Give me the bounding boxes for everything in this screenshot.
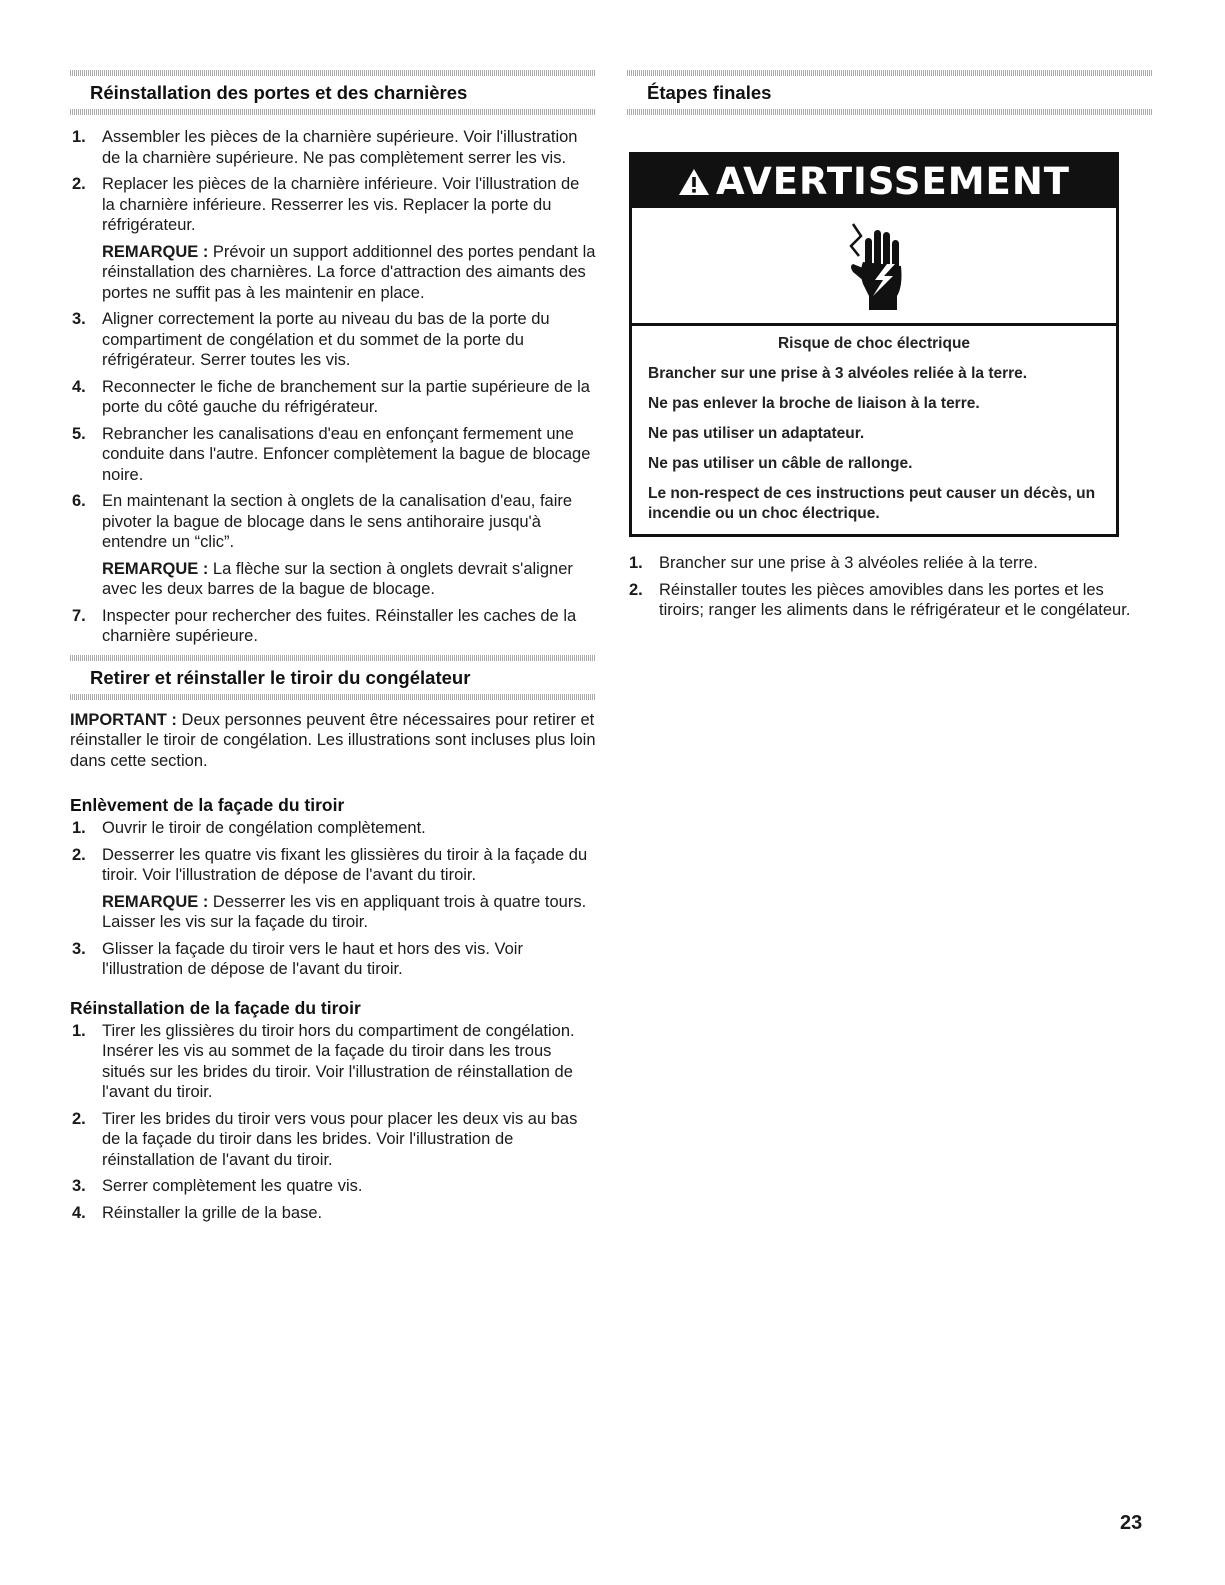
warning-box (629, 152, 1119, 537)
right-column (627, 70, 1153, 627)
drawer-reinstall-steps (70, 1021, 596, 1224)
electrical-shock-hand-icon (829, 216, 919, 316)
left-column (70, 70, 596, 1229)
section-title: Réinstallation des portes et des charnières (90, 82, 468, 103)
list-item: 3. Glisser la façade du tiroir vers le haut et hors des vis. Voir l'illustration de dépose de l'avant du tiroir. (72, 939, 523, 978)
warning-line: Le non-respect de ces instructions peut causer un décès, un incendie ou un choc électrique. (648, 485, 1096, 522)
section-header (70, 70, 596, 115)
list-item: 2. Tirer les brides du tiroir vers vous pour placer les deux vis au bas de la façade du tiroir dans les brides. Voir l'illustration de réinstallation de l'avant du tiroir. (72, 1109, 578, 1169)
list-item: 3. Aligner correctement la porte au niveau du bas de la porte du compartiment de congélation et du sommet de la porte du réfrigérateur. Serrer toutes les vis. (72, 310, 550, 369)
subsection-title: Enlèvement de la façade du tiroir (70, 795, 345, 815)
hatched-rule (70, 655, 596, 661)
list-item: 6. En maintenant la section à onglets de la canalisation d'eau, faire pivoter la bague de blocage dans le sens antihoraire jusqu'à entendre un “clic”. REMARQUE : La flèche sur la section à onglets devrait s'aligner avec les deux barres de la bague de blocage. (70, 491, 596, 600)
list-item: 7. Inspecter pour rechercher des fuites. Réinstaller les caches de la charnière supérieure. (72, 606, 577, 645)
warning-title: AVERTISSEMENT (715, 160, 1071, 203)
hatched-rule (627, 109, 1153, 115)
final-steps-list (627, 553, 1153, 621)
list-item: 1. Ouvrir le tiroir de congélation complètement. (72, 819, 426, 837)
warning-text (632, 326, 1116, 534)
drawer-removal-steps (70, 818, 596, 980)
section-title: Étapes finales (647, 82, 772, 103)
warning-line: Ne pas utiliser un câble de rallonge. (648, 455, 913, 472)
subsection-title: Réinstallation de la façade du tiroir (70, 997, 361, 1018)
warning-header (632, 155, 1116, 208)
section-header (627, 70, 1153, 115)
list-item: 2. Réinstaller toutes les pièces amovibles dans les portes et les tiroirs; ranger les aliments dans le réfrigérateur et le congélateur. (629, 580, 1131, 619)
list-item: 4. Reconnecter le fiche de branchement sur la partie supérieure de la porte du côté gauche du réfrigérateur. (72, 377, 590, 416)
warning-triangle-icon (678, 168, 710, 196)
warning-line: Ne pas utiliser un adaptateur. (648, 425, 865, 442)
warning-line: Brancher sur une prise à 3 alvéoles reliée à la terre. (648, 365, 1028, 382)
list-item: 2. Desserrer les quatre vis fixant les glissières du tiroir à la façade du tiroir. Voir l'illustration de dépose de l'avant du tiroir. REMARQUE : Desserrer les vis en appliquant trois à quatre tours. Laisser les vis sur la façade du tiroir. (70, 845, 596, 933)
hinge-steps-list (70, 127, 596, 647)
warning-icon-panel (632, 208, 1116, 326)
warning-line: Ne pas enlever la broche de liaison à la terre. (648, 395, 980, 412)
hatched-rule (70, 70, 596, 76)
note: REMARQUE : Prévoir un support additionnel des portes pendant la réinstallation des charnières. La force d'attraction des aimants des portes ne suffit pas à les maintenir en place. (102, 242, 596, 302)
list-item: 5. Rebrancher les canalisations d'eau en enfonçant fermement une conduite dans l'autre. Enfoncer complètement la bague de blocage noire. (72, 424, 591, 484)
list-item: 2. Replacer les pièces de la charnière inférieure. Voir l'illustration de la charnière inférieure. Resserrer les vis. Replacer la porte du réfrigérateur. REMARQUE : Prévoir un support additionnel des portes pendant la réinstallation des charnières. La force d'attraction des aimants des portes ne suffit pas à les maintenir en place. (72, 175, 596, 302)
important-paragraph: IMPORTANT : Deux personnes peuvent être nécessaires pour retirer et réinstaller le tiroir de congélation. Les illustrations sont incluses plus loin dans cette section. (70, 710, 596, 770)
hatched-rule (70, 109, 596, 115)
note: REMARQUE : La flèche sur la section à onglets devrait s'aligner avec les deux barres de la bague de blocage. (102, 559, 573, 598)
list-item: 4. Réinstaller la grille de la base. (72, 1203, 323, 1222)
list-item: 1. Brancher sur une prise à 3 alvéoles reliée à la terre. (629, 554, 1038, 572)
hatched-rule (70, 694, 596, 700)
warning-line: Risque de choc électrique (777, 335, 971, 352)
list-item: 1. Assembler les pièces de la charnière supérieure. Voir l'illustration de la charnière supérieure. Ne pas complètement serrer les vis. (72, 128, 578, 167)
hatched-rule (627, 70, 1153, 76)
section-title: Retirer et réinstaller le tiroir du congélateur (90, 666, 471, 688)
page-number: 23 (1120, 1512, 1143, 1534)
list-item: 1. Tirer les glissières du tiroir hors du compartiment de congélation. Insérer les vis au sommet de la façade du tiroir dans les trous situés sur les brides du tiroir. Voir l'illustration de réinstallation de l'avant du tiroir. (72, 1021, 575, 1101)
section-header (70, 655, 596, 700)
list-item: 3. Serrer complètement les quatre vis. (72, 1177, 363, 1195)
note: REMARQUE : Desserrer les vis en appliquant trois à quatre tours. Laisser les vis sur la façade du tiroir. (102, 892, 587, 931)
